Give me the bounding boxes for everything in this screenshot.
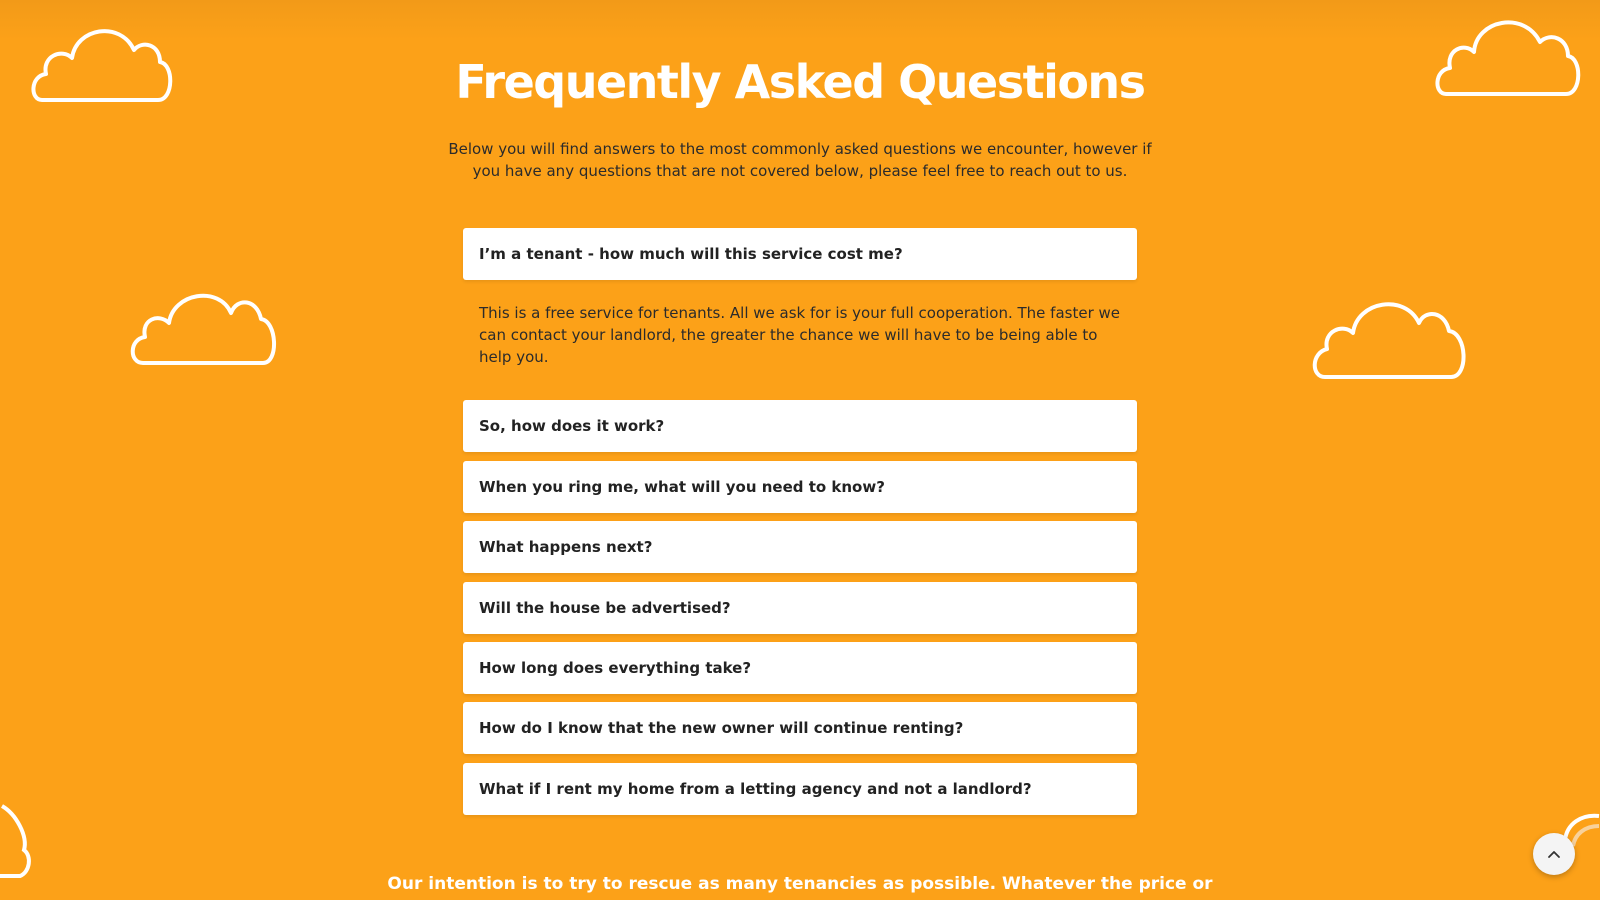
cloud-icon bbox=[1309, 291, 1474, 381]
faq-answer-cost: This is a free service for tenants. All we ask for is your full cooperation. The faster we can contact your landlord, the greater the chance we will have to be being able to help you. bbox=[479, 304, 1121, 366]
faq-question-how-long[interactable]: How long does everything take? bbox=[463, 642, 1137, 694]
faq-accordion bbox=[463, 228, 1137, 280]
faq-question-new-owner[interactable]: How do I know that the new owner will continue renting? bbox=[463, 702, 1137, 754]
chevron-up-icon bbox=[1547, 849, 1561, 859]
faq-question-advertised[interactable]: Will the house be advertised? bbox=[463, 582, 1137, 634]
cloud-icon bbox=[0, 800, 35, 880]
page-title: Frequently Asked Questions bbox=[455, 55, 1145, 109]
faq-accordion-rest bbox=[463, 400, 1137, 815]
page-intro: Below you will find answers to the most commonly asked questions we encounter, however if you have any questions that are not covered below, please feel free to reach out to us. bbox=[448, 140, 1152, 180]
faq-question-what-next[interactable]: What happens next? bbox=[463, 521, 1137, 573]
faq-question-how-it-works[interactable]: So, how does it work? bbox=[463, 400, 1137, 452]
cloud-icon bbox=[127, 283, 282, 368]
faq-question-what-you-need[interactable]: When you ring me, what will you need to know? bbox=[463, 461, 1137, 513]
faq-question-cost[interactable]: I’m a tenant - how much will this service cost me? bbox=[463, 228, 1137, 280]
faq-question-letting-agency[interactable]: What if I rent my home from a letting agency and not a landlord? bbox=[463, 763, 1137, 815]
scroll-to-top-button[interactable] bbox=[1533, 833, 1575, 875]
intention-text: Our intention is to try to rescue as many tenancies as possible. Whatever the price or bbox=[387, 874, 1213, 894]
